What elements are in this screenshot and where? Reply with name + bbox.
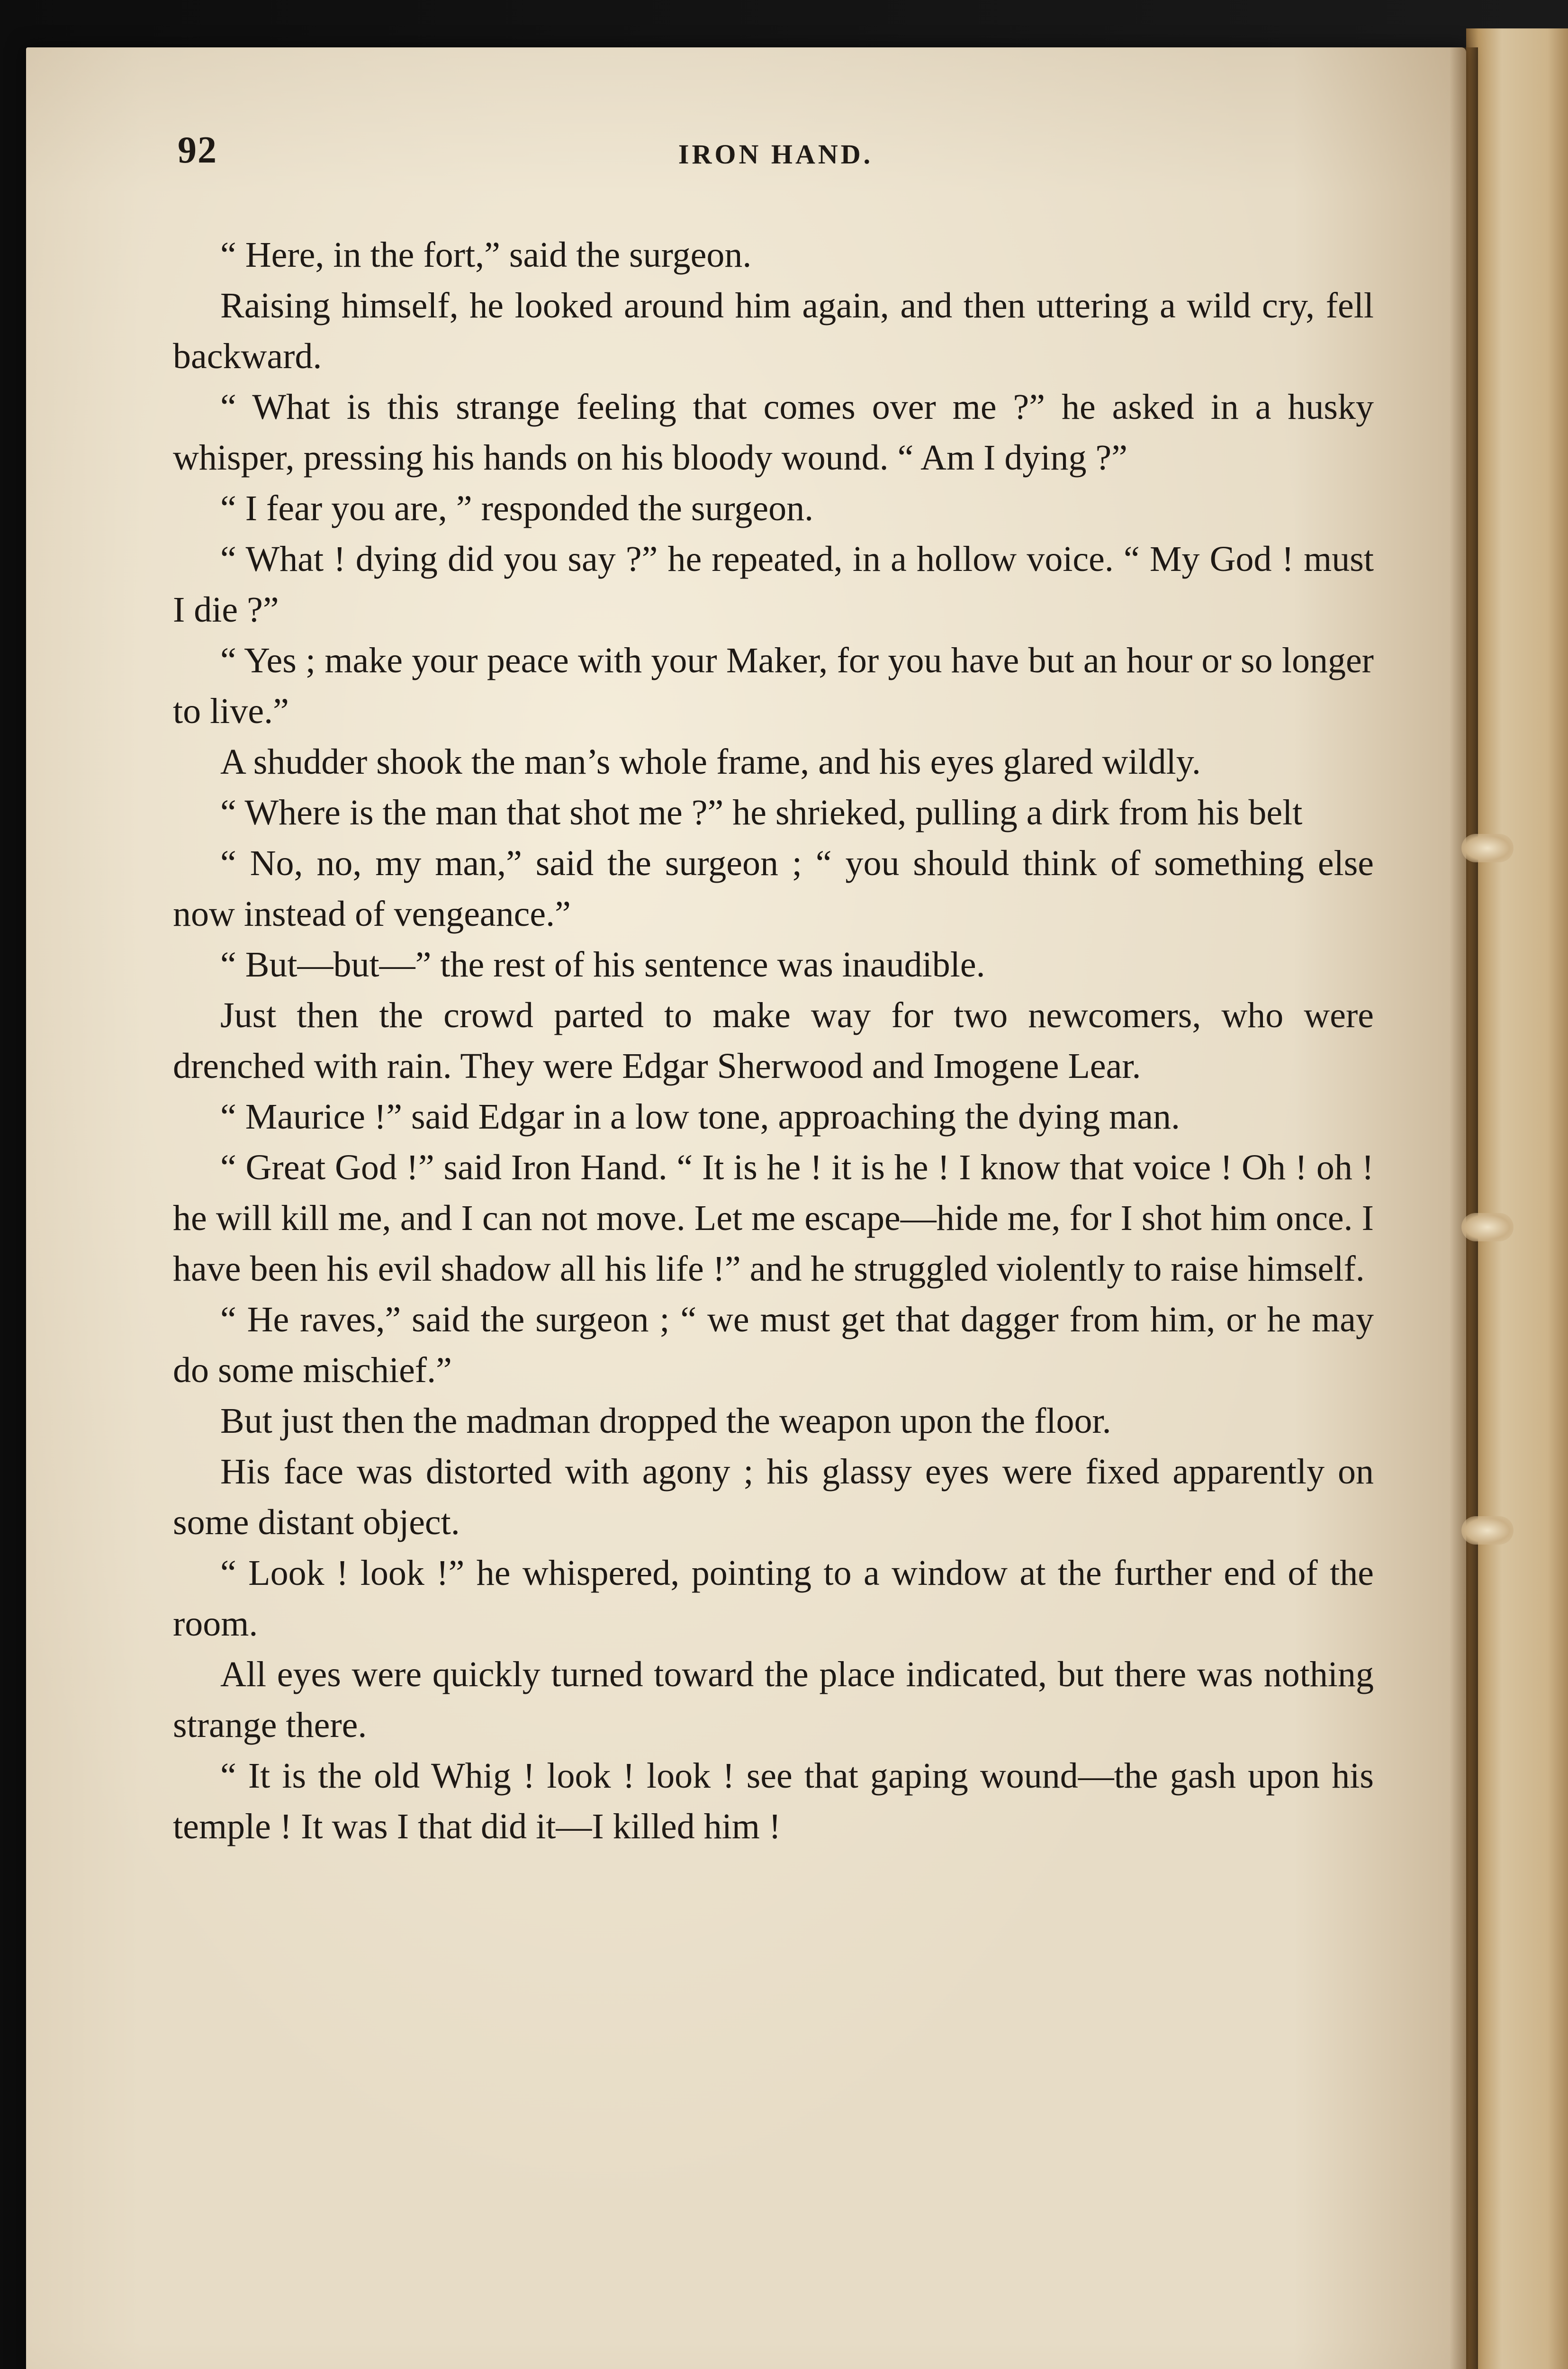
binding-stitch (1461, 1213, 1514, 1241)
paragraph: Raising himself, he looked around him again, and then uttering a wild cry, fell backward. (173, 286, 1374, 376)
paragraph: “ No, no, my man,” said the surgeon ; “ you should think of something else now instead of vengeance.” (173, 843, 1374, 934)
binding-stitch (1461, 834, 1514, 862)
binding-stitch (1461, 1516, 1514, 1545)
paragraph: “ Look ! look !” he whispered, pointing to a window at the further end of the room. (173, 1553, 1374, 1644)
paragraph: Just then the crowd parted to make way for two newcomers, who were drenched with rain. They were Edgar Sherwood and Imogene Lear. (173, 995, 1374, 1086)
body-text (173, 230, 1374, 1852)
paragraph: “ Where is the man that shot me ?” he shrieked, pulling a dirk from his belt (220, 793, 1303, 832)
page-header (178, 129, 1374, 181)
paragraph: “ He raves,” said the surgeon ; “ we must get that dagger from him, or he may do some mischief.” (173, 1300, 1374, 1390)
running-head: IRON HAND. (678, 139, 874, 170)
paragraph: “ It is the old Whig ! look ! look ! see that gaping wound—the gash upon his temple ! It was I that did it—I killed him ! (173, 1756, 1374, 1846)
page-number: 92 (178, 129, 217, 171)
paragraph: “ Yes ; make your peace with your Maker, for you have but an hour or so longer to live.” (173, 641, 1374, 731)
paragraph: “ I fear you are, ” responded the surgeon. (220, 488, 814, 528)
paragraph: “ Maurice !” said Edgar in a low tone, approaching the dying man. (220, 1097, 1180, 1137)
paragraph: All eyes were quickly turned toward the place indicated, but there was nothing strange there. (173, 1655, 1374, 1745)
next-page-edge (1466, 28, 1568, 2369)
paragraph: “ Great God !” said Iron Hand. “ It is he ! it is he ! I know that voice ! Oh ! oh ! he will kill me, and I can not move. Let me escape—hide me, for I shot him once. I have been his evil shadow all his life !” and he struggled violently to raise himself. (173, 1148, 1374, 1289)
paragraph: “ What ! dying did you say ?” he repeated, in a hollow voice. “ My God ! must I die ?” (173, 539, 1374, 630)
paragraph: “ But—but—” the rest of his sentence was inaudible. (220, 945, 985, 985)
paragraph: A shudder shook the man’s whole frame, and his eyes glared wildly. (220, 742, 1201, 782)
paragraph: His face was distorted with agony ; his glassy eyes were fixed apparently on some distant object. (173, 1452, 1374, 1542)
paragraph: “ Here, in the fort,” said the surgeon. (220, 235, 752, 275)
binding-shadow (1450, 47, 1478, 2369)
paragraph: “ What is this strange feeling that comes over me ?” he asked in a husky whisper, pressing his hands on his bloody wound. “ Am I dying ?” (173, 387, 1374, 478)
paragraph: But just then the madman dropped the weapon upon the floor. (220, 1401, 1111, 1441)
